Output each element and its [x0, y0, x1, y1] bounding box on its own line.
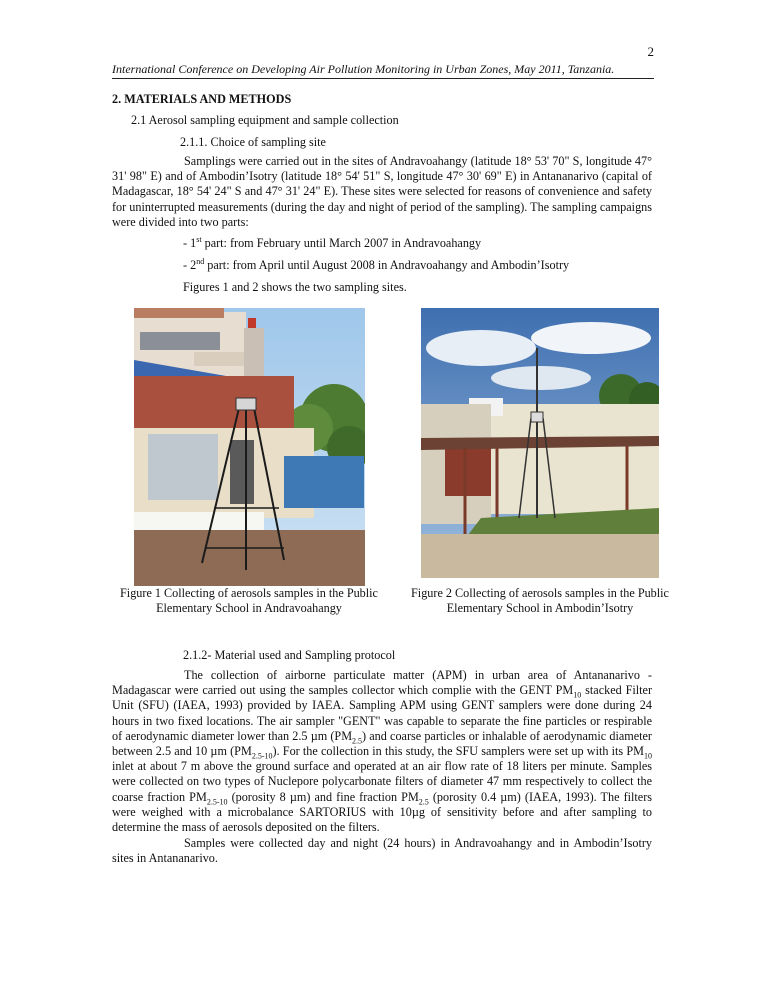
page-number: 2 — [647, 44, 654, 59]
figure-1-photo — [134, 308, 365, 586]
paragraph-site-choice-text: Samplings were carried out in the sites of Andravoahangy (latitude 18° 53' 70" S, longitude 47° 31' 98" E) and of Ambodin’Isotry (latitude 18° 54' 51" S, longitude 47° 30' 69" E) in Antananarivo (capital of Madagascar, 18° 54' 24" S and 47° 31' 24" E). These sites were selected for reasons of convenience and safety for uninterrupted measurements (during the day and night of period of the sampling). The sampling campaigns were divided into two parts: — [112, 154, 652, 229]
figures-sentence: Figures 1 and 2 shows the two sampling sites. — [183, 280, 407, 294]
list-item-part-2: - 2nd part: from April until August 2008 in Andravoahangy and Ambodin’Isotry — [183, 256, 570, 272]
paragraph-sample-collection: Samples were collected day and night (24 hours) in Andravoahangy and in Ambodin’Isotry sites in Antananarivo. — [112, 836, 652, 866]
running-header: International Conference on Developing Air Pollution Monitoring in Urban Zones, May 2011, Tanzania. — [112, 62, 615, 76]
subsubsection-title-1: 2.1.1. Choice of sampling site — [180, 135, 326, 149]
subsubsection-title-2: 2.1.2- Material used and Sampling protocol — [183, 648, 396, 662]
figure-1-caption: Figure 1 Collecting of aerosols samples in the Public Elementary School in Andravoahangy — [120, 586, 378, 615]
header-rule — [112, 78, 654, 79]
figure-2-caption: Figure 2 Collecting of aerosols samples in the Public Elementary School in Ambodin’Isotry — [411, 586, 669, 615]
list-item-part-1: - 1st part: from February until March 2007 in Andravoahangy — [183, 234, 482, 250]
figure-2-photo — [421, 308, 659, 578]
subsection-title: 2.1 Aerosol sampling equipment and sample collection — [131, 113, 399, 127]
paragraph-sampling-protocol: The collection of airborne particulate matter (APM) in urban area of Antananarivo - Madagascar were carried out using the samples collector which complie with the GENT $PM_{10}$ stacked Filter Unit (SFU) (IAEA, 1993) provided by IAEA. Sampling APM using GENT samplers were done during 24 hours in two fixed locations. The air sampler "GENT" was capable to separate the fine particles or respirable of aerodynamic diameter lower than 2.5 µm $(PM_{2.5})$ and coarse particles or inhalable of aerodynamic diameter between 2.5 and 10 µm $(PM_{2.5-10})$. For the collection in this study, the SFU samplers were set up with its $PM_{10}$ inlet at about 7 m above the ground surface and operated at an air flow rate of 18 liters per minute. Samples were collected on two types of Nuclepore polycarbonate filters of diameter 47 mm respectively to collect the coarse fraction $PM_{2.5-10}$ (porosity 8 µm) and fine fraction $PM_{2.5}$ (porosity 0.4 µm) (IAEA, 1993). The filters were weighed with a microbalance SARTORIUS with 10µg of sensitivity before and after sampling to determine the mass of aerosols deposited on the filters. — [112, 668, 653, 835]
paragraph-site-choice — [112, 154, 652, 230]
section-title: 2. MATERIALS AND METHODS — [112, 92, 292, 106]
